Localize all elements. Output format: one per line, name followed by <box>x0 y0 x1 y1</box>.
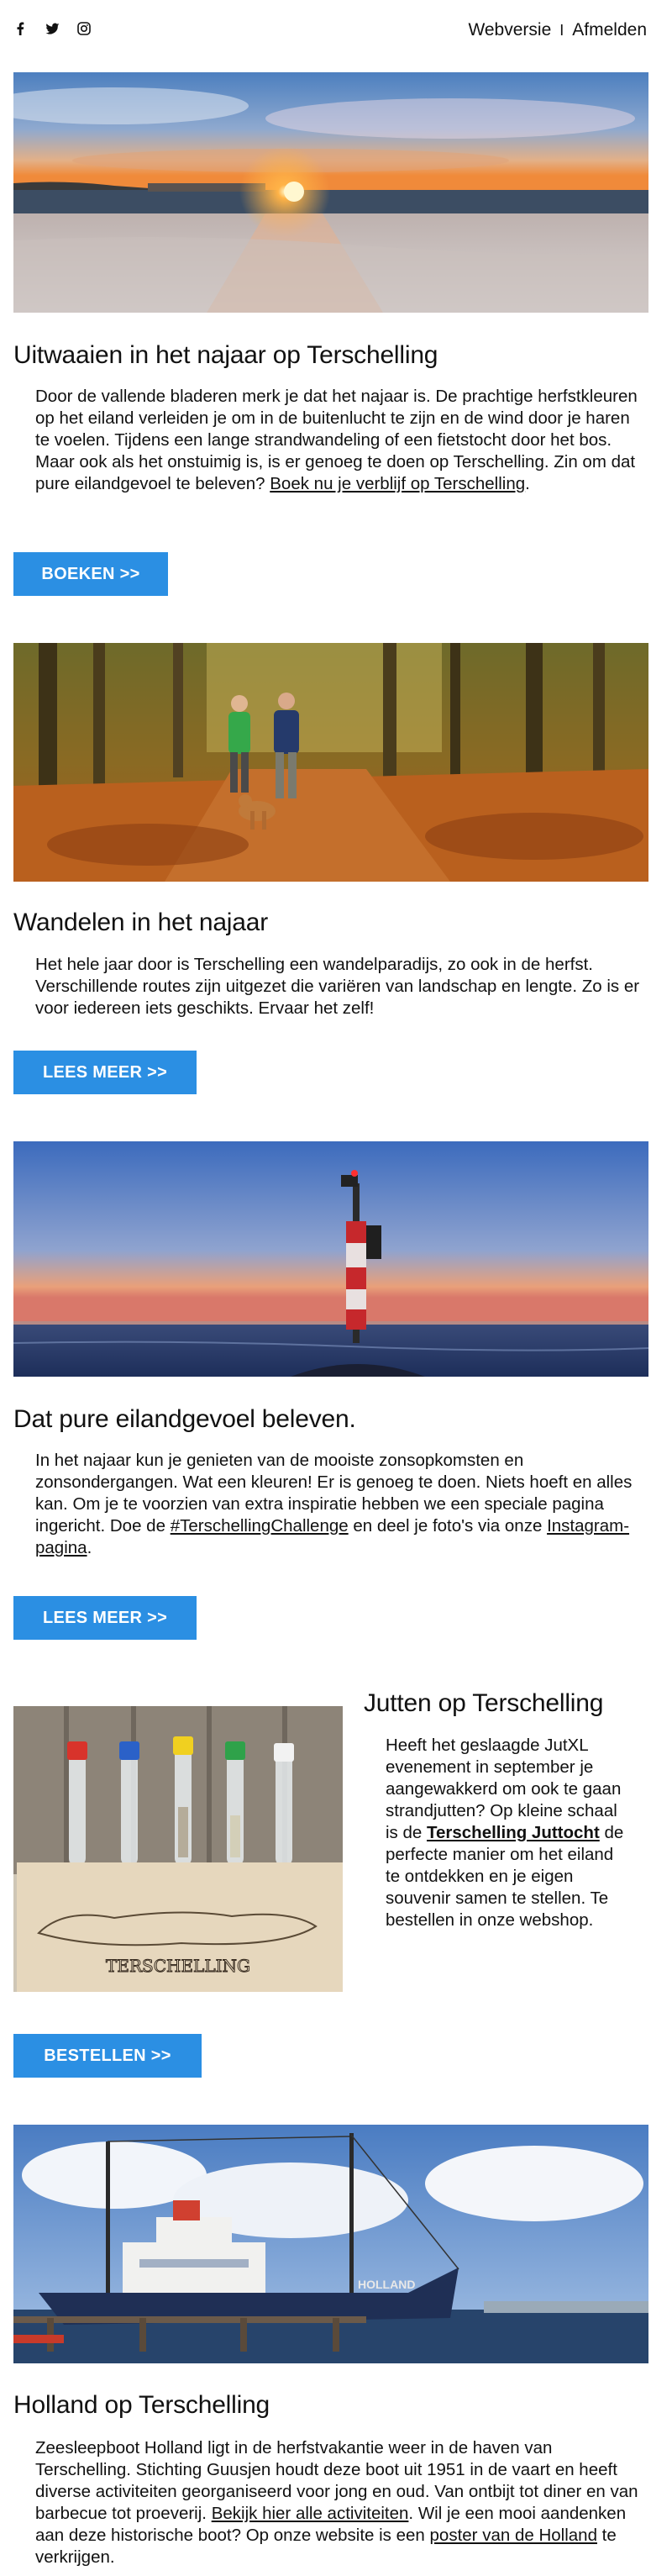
webversion-link[interactable]: Webversie <box>468 20 552 40</box>
sunset-beach-image[interactable] <box>13 72 648 313</box>
facebook-icon[interactable] <box>13 22 27 35</box>
ship-holland-image[interactable] <box>13 2125 648 2363</box>
link-separator: I <box>559 21 564 39</box>
social-links <box>13 22 91 35</box>
section-2-text: Het hele jaar door is Terschelling een wandelparadijs, zo ook in de herfst. Verschillende routes zijn uitgezet die variëren van landschap en lengte. Zo is er voor iedereen iets geschikts. Ervaar het zelf! <box>35 955 640 1018</box>
top-links <box>468 20 647 40</box>
book-button[interactable]: BOEKEN >> <box>13 552 168 596</box>
section-5-title: Holland op Terschelling <box>13 2391 270 2419</box>
sea-sunset-image[interactable] <box>13 1141 648 1377</box>
section-2-title: Wandelen in het najaar <box>13 909 269 936</box>
section-1-text: Door de vallende bladeren merk je dat het najaar is. De prachtige herfstkleuren op het eiland verleiden je om in de buitenlucht te zijn en de wind door je haren te voelen. Tijdens een lange strandwandeling of een fietstocht door het bos. Maar ook als het onstuimig is, is er genoeg te doen op Terschelling. Zin om dat pure eilandgevoel te beleven? Boek nu je verblijf op Terschelling. <box>35 387 638 493</box>
top-bar <box>0 0 672 63</box>
activities-link[interactable]: Bekijk hier alle activiteiten <box>211 2504 409 2523</box>
order-button[interactable]: BESTELLEN >> <box>13 2034 202 2078</box>
unsubscribe-link[interactable]: Afmelden <box>572 20 647 40</box>
ship-name-holland: HOLLAND <box>358 2278 416 2291</box>
terschelling-engraving: TERSCHELLING <box>106 1956 250 1976</box>
twitter-icon[interactable] <box>45 22 59 35</box>
poster-holland-link[interactable]: poster van de Holland <box>429 2526 597 2545</box>
read-more-island-button[interactable]: LEES MEER >> <box>13 1596 197 1640</box>
section-4-title: Jutten op Terschelling <box>364 1689 604 1717</box>
section-5-text: Zeesleepboot Holland ligt in de herfstvakantie weer in de haven van Terschelling. Stichting Guusjen houdt deze boot uit 1951 in de vaart en heeft diverse activiteiten georganiseerd voor jong en oud. Van ontbijt tot diner en van barbecue tot proeverij. Bekijk hier alle activiteiten. Wil je een mooi aandenken aan deze historische boot? Op onze website is een poster van de Holland te verkrijgen. <box>35 2438 638 2567</box>
autumn-walk-image[interactable] <box>13 643 648 882</box>
section-3-title: Dat pure eilandgevoel beleven. <box>13 1405 356 1433</box>
instagram-icon[interactable] <box>77 22 91 35</box>
terschelling-challenge-link[interactable]: #TerschellingChallenge <box>170 1516 349 1536</box>
section-4-text: Heeft het geslaagde JutXL evenement in september je aangewakkerd om ook te gaan strandjutten? Op kleine schaal is de Terschelling Juttocht de perfecte manier om het eiland te ontdekken en je eigen souvenir samen te stellen. Te bestellen in onze webshop. <box>386 1736 624 1930</box>
instagram-page-link[interactable]: Instagram-pagina <box>35 1516 630 1557</box>
book-stay-link[interactable]: Boek nu je verblijf op Terschelling <box>270 474 526 493</box>
juttocht-link[interactable]: Terschelling Juttocht <box>427 1823 600 1842</box>
section-3-text: In het najaar kun je genieten van de mooiste zonsopkomsten en zonsondergangen. Wat een kleuren! Er is genoeg te doen. Niets hoeft en alles kan. Om je te voorzien van extra inspiratie hebben we een speciale pagina ingericht. Doe de #TerschellingChallenge en deel je foto's via onze Instagram-pagina. <box>35 1451 633 1557</box>
juttocht-tubes-image[interactable] <box>13 1706 343 1992</box>
read-more-walking-button[interactable]: LEES MEER >> <box>13 1051 197 1094</box>
section-1-title: Uitwaaien in het najaar op Terschelling <box>13 341 438 369</box>
